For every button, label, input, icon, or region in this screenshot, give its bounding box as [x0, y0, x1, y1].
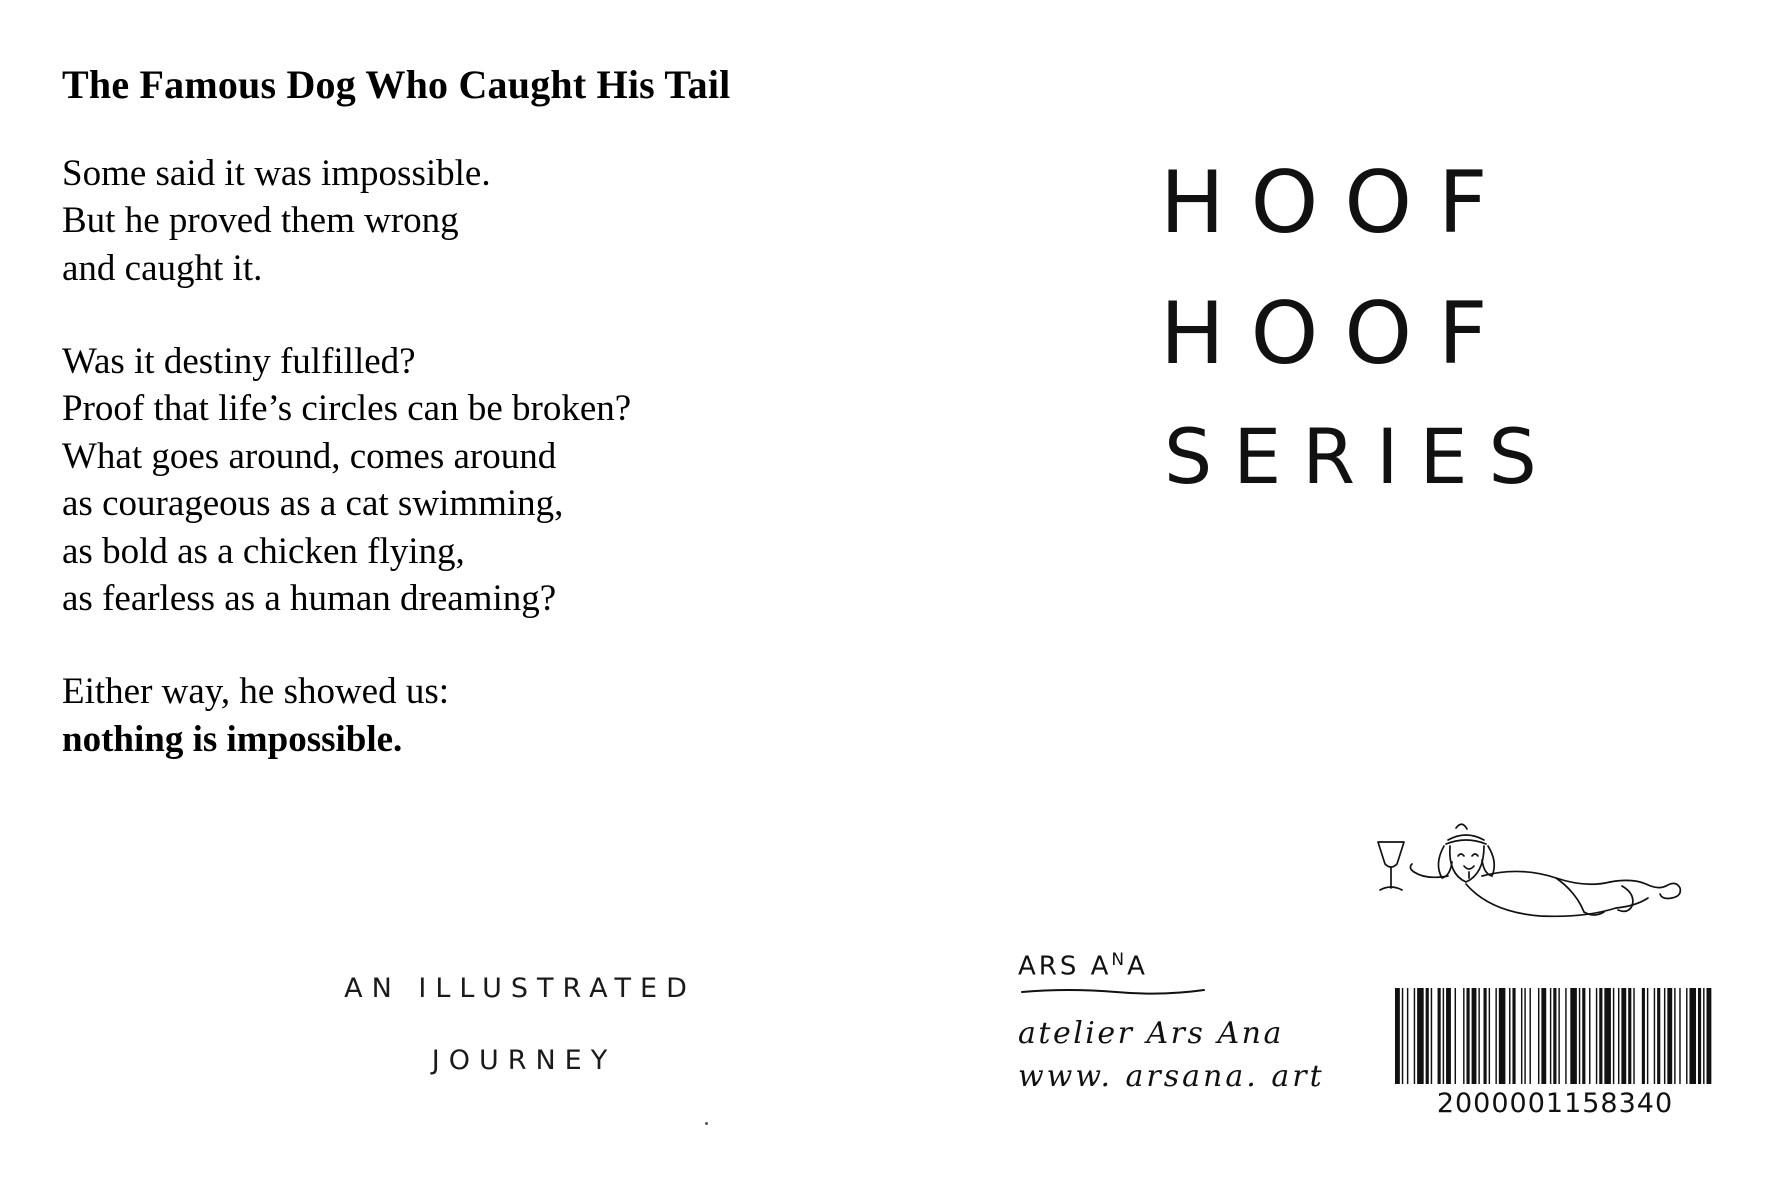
imprint-atelier: atelier Ars Ana	[1018, 1015, 1284, 1051]
tagline-line-1: AN ILLUSTRATED	[344, 973, 696, 1004]
poem-line: But he proved them wrong	[62, 200, 459, 242]
poem-line: Either way, he showed us:	[62, 671, 450, 713]
barcode-bars-svg	[1395, 988, 1715, 1084]
brand-name-sup: N	[1111, 950, 1128, 970]
imprint-website[interactable]: www. arsana. art	[1018, 1059, 1325, 1095]
imprint-block	[1018, 950, 1378, 1099]
tagline	[285, 975, 755, 1074]
poem-stanza-3	[62, 668, 942, 763]
brand-name-main: ARS A	[1018, 951, 1112, 982]
dog-illustration	[1370, 820, 1700, 960]
poem-line: as courageous as a cat swimming,	[62, 483, 564, 525]
series-logo	[1160, 153, 1580, 501]
poem-line: What goes around, comes around	[62, 435, 557, 477]
tagline-line-2: JOURNEY	[431, 1045, 617, 1076]
brand-name-end: A	[1127, 951, 1148, 982]
poem-line-emphasis: nothing is impossible.	[62, 718, 403, 760]
brand-underline	[1020, 987, 1206, 998]
decorative-dot	[705, 1122, 708, 1125]
poem-stanza-1	[62, 150, 942, 292]
brand-name	[1018, 950, 1378, 982]
barcode	[1395, 988, 1715, 1119]
series-logo-line-1: HOOF	[1160, 153, 1514, 253]
series-logo-line-3: SERIES	[1164, 412, 1558, 501]
series-logo-line-2: HOOF	[1160, 284, 1514, 384]
barcode-number: 2000001158340	[1436, 1088, 1674, 1119]
poem-line: Was it destiny fulfilled?	[62, 341, 416, 383]
barcode-bars	[1395, 988, 1715, 1084]
poem-line: and caught it.	[62, 247, 263, 289]
poem-stanza-2	[62, 338, 942, 622]
dog-drawing-svg	[1370, 820, 1700, 970]
poem-line: as bold as a chicken flying,	[62, 530, 465, 572]
page-title: The Famous Dog Who Caught His Tail	[62, 62, 731, 107]
poem-line: Some said it was impossible.	[62, 153, 491, 194]
poem-block	[62, 62, 942, 763]
poem-line: Proof that life’s circles can be broken?	[62, 388, 632, 430]
poem-line: as fearless as a human dreaming?	[62, 577, 557, 619]
